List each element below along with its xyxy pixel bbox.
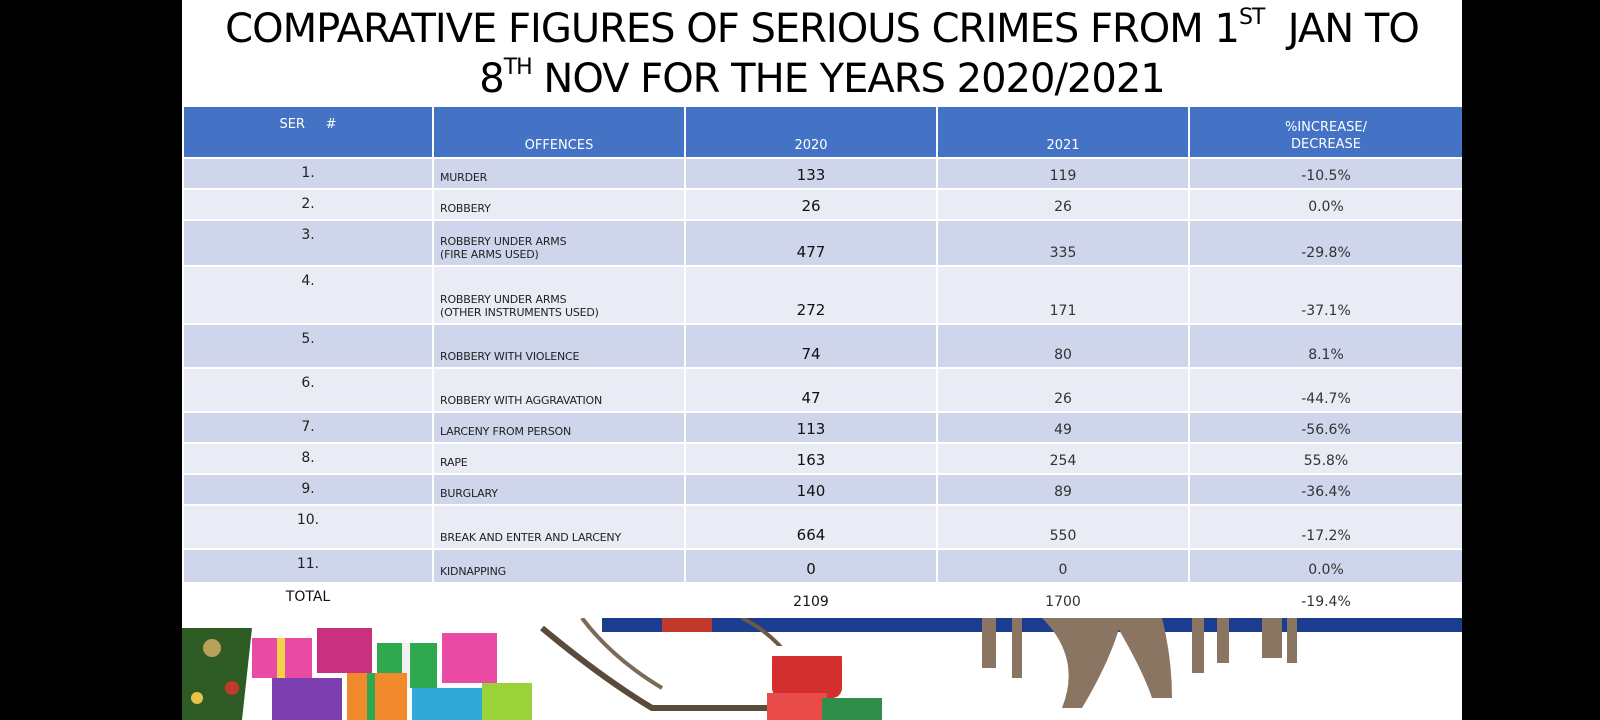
offence-line-2: (FIRE ARMS USED): [440, 248, 539, 261]
row-pct-change: 55.8%: [1189, 443, 1462, 474]
total-label: TOTAL: [183, 583, 433, 615]
row-2021-value: 49: [937, 412, 1189, 443]
table-row: [183, 368, 1462, 412]
table-row: [183, 505, 1462, 549]
row-pct-change: 0.0%: [1189, 189, 1462, 220]
header-pct-change: %INCREASE/ DECREASE: [1189, 106, 1462, 158]
row-2020-value: 140: [685, 474, 937, 505]
title-line-2: 8TH NOV FOR THE YEARS 2020/2021: [479, 55, 1165, 102]
offence-line-2: (OTHER INSTRUMENTS USED): [440, 306, 599, 319]
row-ser-number: 4.: [183, 266, 433, 324]
row-ser-number: 9.: [183, 474, 433, 505]
row-2020-value: 74: [685, 324, 937, 368]
table-row: [183, 220, 1462, 266]
row-pct-change: -17.2%: [1189, 505, 1462, 549]
row-pct-change: 8.1%: [1189, 324, 1462, 368]
row-ser-number: 11.: [183, 549, 433, 583]
row-pct-change: 0.0%: [1189, 549, 1462, 583]
table-row: [183, 324, 1462, 368]
row-2021-value: 80: [937, 324, 1189, 368]
row-offence: [433, 412, 685, 443]
row-2020-value: 133: [685, 158, 937, 189]
table-row: [183, 474, 1462, 505]
slide: [182, 0, 1462, 720]
header-2020: 2020: [685, 106, 937, 158]
row-pct-change: -29.8%: [1189, 220, 1462, 266]
offence-line-1: LARCENY FROM PERSON: [440, 425, 571, 438]
offence-line-1: MURDER: [440, 171, 488, 184]
row-offence: [433, 220, 685, 266]
row-2021-value: 26: [937, 189, 1189, 220]
row-2021-value: 335: [937, 220, 1189, 266]
table-row: [183, 158, 1462, 189]
total-2021: 1700: [937, 583, 1189, 615]
row-pct-change: -10.5%: [1189, 158, 1462, 189]
total-2020: 2109: [685, 583, 937, 615]
header-2021: 2021: [937, 106, 1189, 158]
title-line-1: COMPARATIVE FIGURES OF SERIOUS CRIMES FROM 1ST JAN TO: [225, 5, 1419, 52]
table-row: [183, 189, 1462, 220]
offence-line-1: ROBBERY UNDER ARMS: [440, 235, 567, 248]
header-ser: SER #: [183, 106, 433, 158]
offence-line-1: ROBBERY WITH VIOLENCE: [440, 350, 580, 363]
row-2021-value: 89: [937, 474, 1189, 505]
row-ser-number: 3.: [183, 220, 433, 266]
row-pct-change: -36.4%: [1189, 474, 1462, 505]
table-header-row: [183, 106, 1462, 158]
table-row: [183, 443, 1462, 474]
row-2021-value: 0: [937, 549, 1189, 583]
row-2020-value: 47: [685, 368, 937, 412]
row-offence: [433, 474, 685, 505]
crime-comparison-table: [182, 105, 1462, 616]
christmas-decoration-image: [182, 618, 1462, 720]
table-row: [183, 549, 1462, 583]
row-2021-value: 171: [937, 266, 1189, 324]
row-ser-number: 2.: [183, 189, 433, 220]
offence-line-1: ROBBERY WITH AGGRAVATION: [440, 394, 603, 407]
row-2021-value: 254: [937, 443, 1189, 474]
row-2020-value: 0: [685, 549, 937, 583]
row-2021-value: 26: [937, 368, 1189, 412]
row-offence: [433, 158, 685, 189]
row-2020-value: 26: [685, 189, 937, 220]
row-ser-number: 7.: [183, 412, 433, 443]
row-2020-value: 664: [685, 505, 937, 549]
row-2021-value: 119: [937, 158, 1189, 189]
row-2021-value: 550: [937, 505, 1189, 549]
row-offence: [433, 266, 685, 324]
total-row: [183, 583, 1462, 615]
row-ser-number: 1.: [183, 158, 433, 189]
row-offence: [433, 324, 685, 368]
row-pct-change: -37.1%: [1189, 266, 1462, 324]
row-2020-value: 272: [685, 266, 937, 324]
row-ser-number: 10.: [183, 505, 433, 549]
row-offence: [433, 549, 685, 583]
row-pct-change: -44.7%: [1189, 368, 1462, 412]
offence-line-1: ROBBERY: [440, 202, 491, 215]
row-2020-value: 477: [685, 220, 937, 266]
row-2020-value: 163: [685, 443, 937, 474]
total-pct: -19.4%: [1189, 583, 1462, 615]
row-offence: [433, 368, 685, 412]
offence-line-1: KIDNAPPING: [440, 565, 506, 578]
row-offence: [433, 505, 685, 549]
row-ser-number: 6.: [183, 368, 433, 412]
offence-line-1: BREAK AND ENTER AND LARCENY: [440, 531, 621, 544]
slide-title: [182, 4, 1462, 104]
offence-line-1: BURGLARY: [440, 487, 498, 500]
row-offence: [433, 443, 685, 474]
christmas-tree-icon: [182, 628, 252, 720]
row-ser-number: 8.: [183, 443, 433, 474]
offence-line-1: ROBBERY UNDER ARMS: [440, 293, 567, 306]
table-row: [183, 412, 1462, 443]
total-offence-cell: [433, 583, 685, 615]
row-pct-change: -56.6%: [1189, 412, 1462, 443]
row-ser-number: 5.: [183, 324, 433, 368]
row-2020-value: 113: [685, 412, 937, 443]
header-offences: OFFENCES: [433, 106, 685, 158]
offence-line-1: RAPE: [440, 456, 468, 469]
row-offence: [433, 189, 685, 220]
table-row: [183, 266, 1462, 324]
